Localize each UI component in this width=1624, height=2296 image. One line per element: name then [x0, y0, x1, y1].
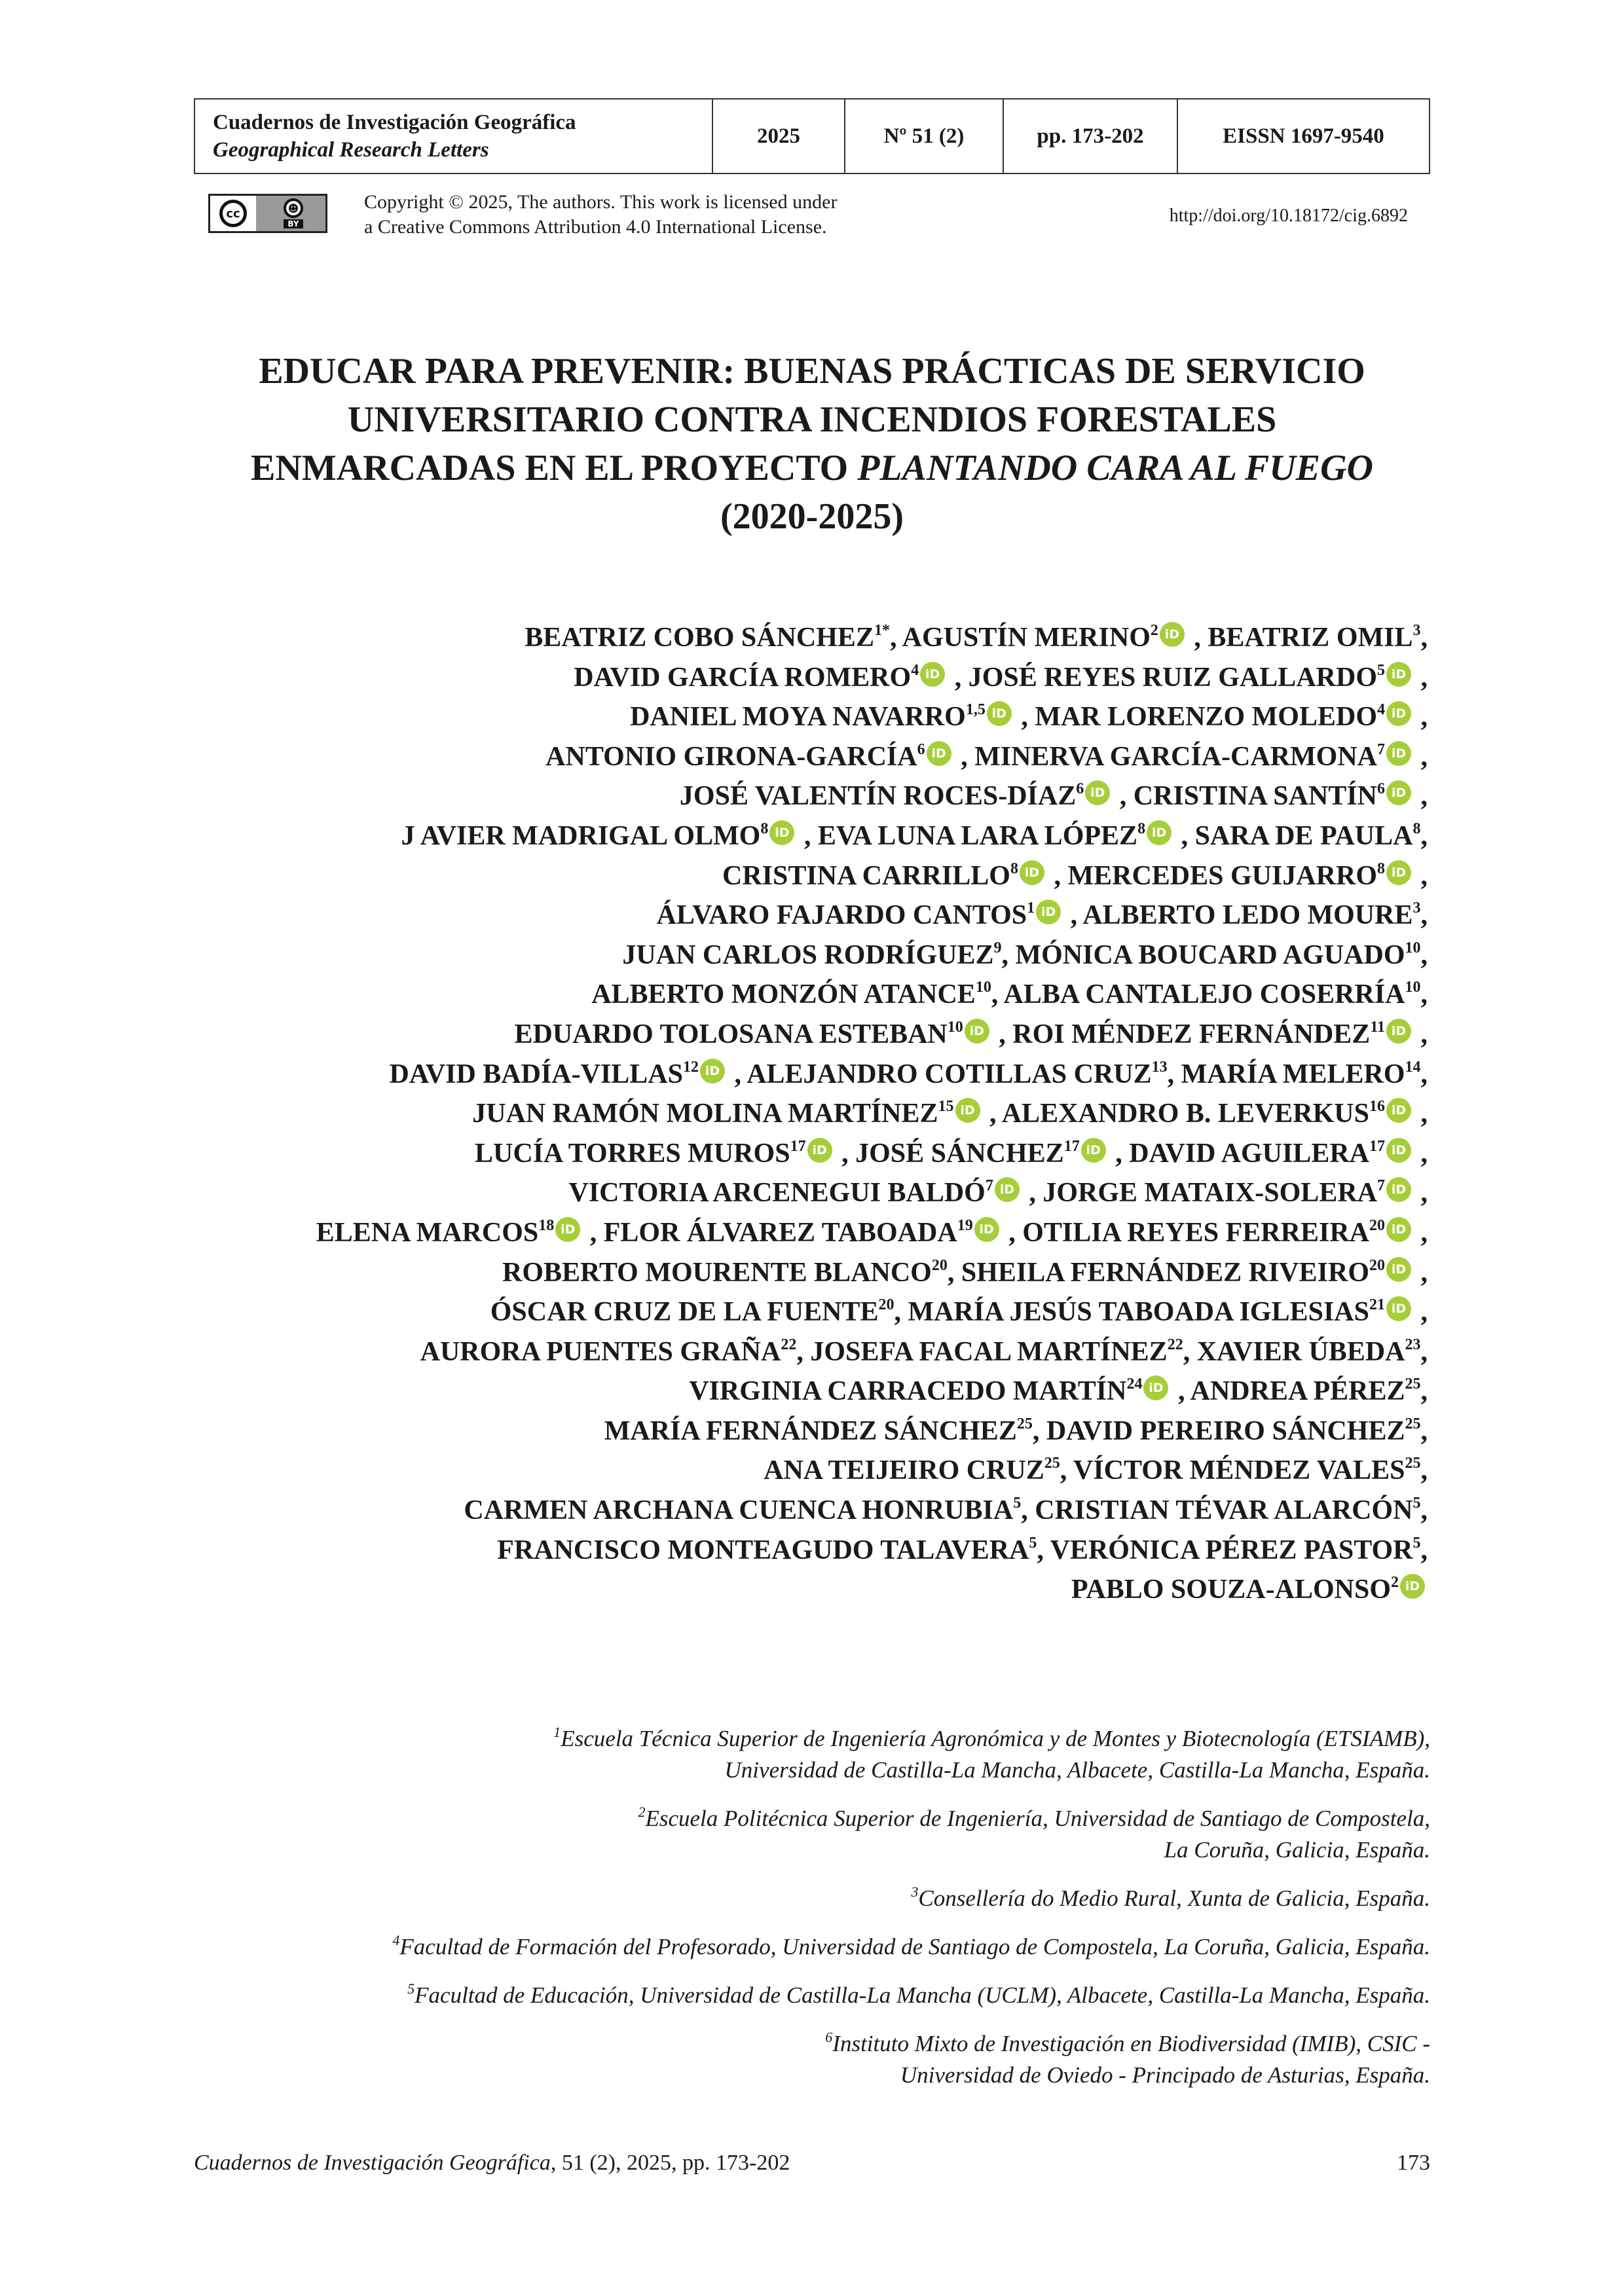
- author-name: VICTORIA ARCENEGUI BALDÓ: [568, 1178, 986, 1209]
- title-line: [131, 444, 1493, 492]
- affiliation-marker: 24: [1126, 1376, 1143, 1393]
- affiliation-marker: 7: [1377, 740, 1385, 758]
- author-name: , MARÍA MELERO: [1167, 1059, 1405, 1089]
- title-text: ENMARCADAS EN EL PROYECTO: [251, 448, 858, 488]
- author-name: , VERÓNICA PÉREZ PASTOR: [1037, 1535, 1413, 1565]
- affiliation-marker: 19: [957, 1216, 973, 1234]
- affiliation-marker: 8: [1412, 820, 1421, 837]
- affiliation-marker: 6: [1076, 780, 1084, 798]
- affiliation-text: La Coruña, Galicia, España.: [1164, 1837, 1430, 1863]
- orcid-icon[interactable]: iD: [965, 1019, 989, 1044]
- author-name: , SHEILA FERNÁNDEZ RIVEIRO: [947, 1257, 1369, 1288]
- affiliation-marker: 2: [1150, 622, 1158, 639]
- author-name: PABLO SOUZA-ALONSO: [1071, 1575, 1391, 1605]
- affiliation-marker: 25: [1405, 1455, 1421, 1472]
- author-name: FRANCISCO MONTEAGUDO TALAVERA: [497, 1535, 1029, 1565]
- author-name: , AGUSTÍN MERINO: [889, 623, 1151, 653]
- license-text: [364, 190, 837, 240]
- author-line: [118, 896, 1428, 936]
- author-name: , MAR LORENZO MOLEDO: [1014, 702, 1377, 733]
- author-name: DAVID GARCÍA ROMERO: [574, 662, 912, 693]
- cc-by-icon: [208, 194, 327, 233]
- affiliation-marker: 4: [1377, 701, 1385, 719]
- author-name: , DAVID AGUILERA: [1108, 1138, 1369, 1169]
- author-line: [118, 1451, 1428, 1491]
- affiliation-marker: 5: [1377, 661, 1385, 679]
- author-name: , ALBA CANTALEJO COSERRÍA: [991, 979, 1405, 1010]
- author-name: , ROI MÉNDEZ FERNÁNDEZ: [991, 1019, 1371, 1049]
- affiliation-marker: 1,5: [965, 701, 986, 719]
- author-name: ,: [1414, 741, 1428, 772]
- author-line: [118, 658, 1428, 698]
- author-line: [118, 737, 1428, 777]
- affiliation-marker: 1: [1027, 900, 1035, 917]
- author-name: ,: [1414, 1099, 1428, 1129]
- affiliation-text: Universidad de Castilla-La Mancha, Albacete, Castilla-La Mancha, España.: [724, 1757, 1430, 1783]
- author-name: , JOSÉ SÁNCHEZ: [834, 1138, 1064, 1169]
- orcid-icon[interactable]: iD: [700, 1059, 725, 1084]
- author-line: [118, 1055, 1428, 1095]
- affiliation-marker: 5: [1013, 1495, 1022, 1512]
- orcid-icon[interactable]: iD: [1020, 860, 1044, 885]
- year-cell: 2025: [712, 99, 845, 173]
- author-name: , BEATRIZ OMIL: [1187, 623, 1413, 653]
- author-name: CRISTINA CARRILLO: [722, 860, 1010, 891]
- author-name: , JOSEFA FACAL MARTÍNEZ: [796, 1336, 1168, 1367]
- orcid-icon[interactable]: iD: [995, 1177, 1020, 1202]
- affiliation-marker: 10: [975, 979, 991, 996]
- orcid-icon[interactable]: iD: [1386, 1257, 1411, 1282]
- author-name: , ANDREA PÉREZ: [1171, 1376, 1405, 1407]
- author-name: ,: [1414, 1138, 1428, 1169]
- affiliation-marker: 8: [760, 820, 769, 837]
- orcid-icon[interactable]: iD: [769, 820, 794, 845]
- affiliation-marker: 20: [1369, 1216, 1385, 1234]
- author-name: ,: [1414, 1178, 1428, 1209]
- orcid-icon[interactable]: iD: [920, 662, 945, 687]
- affiliation-marker: 14: [1405, 1058, 1421, 1076]
- affiliation-marker: 18: [538, 1216, 555, 1234]
- author-name: , FLOR ÁLVAREZ TABOADA: [583, 1217, 957, 1248]
- author-name: JUAN CARLOS RODRÍGUEZ: [622, 939, 994, 970]
- affiliation-marker: 21: [1369, 1296, 1385, 1314]
- author-line: [118, 1570, 1428, 1610]
- orcid-icon[interactable]: iD: [1386, 701, 1411, 726]
- author-name: DANIEL MOYA NAVARRO: [630, 702, 966, 733]
- affiliation-marker: 8: [1010, 860, 1018, 877]
- affiliation-number: 6: [825, 2029, 833, 2045]
- author-name: ,: [1414, 1019, 1428, 1049]
- author-name: , MINERVA GARCÍA-CARMONA: [953, 741, 1377, 772]
- author-name: ANA TEIJEIRO CRUZ: [764, 1455, 1044, 1486]
- attribution-person-icon: ☻: [284, 198, 303, 218]
- author-name: DAVID BADÍA-VILLAS: [389, 1059, 684, 1089]
- author-name: , MERCEDES GUIJARRO: [1046, 860, 1377, 891]
- orcid-icon[interactable]: iD: [1386, 1296, 1411, 1321]
- affiliation-number: 1: [553, 1724, 561, 1740]
- affiliation-number: 3: [911, 1884, 919, 1900]
- affiliation-marker: 10: [947, 1018, 963, 1036]
- author-name: , JORGE MATAIX-SOLERA: [1022, 1178, 1377, 1209]
- orcid-icon[interactable]: iD: [955, 1098, 980, 1123]
- author-line: [118, 1491, 1428, 1531]
- author-line: [118, 975, 1428, 1015]
- affiliation-list: [120, 1723, 1430, 2108]
- author-name: MARÍA FERNÁNDEZ SÁNCHEZ: [604, 1415, 1017, 1446]
- author-name: ,: [1420, 1059, 1428, 1089]
- author-name: ,: [1420, 1535, 1428, 1565]
- author-name: ,: [1414, 1217, 1428, 1248]
- affiliation-marker: 25: [1016, 1415, 1033, 1432]
- author-name: ,: [1420, 979, 1428, 1010]
- title-line: UNIVERSITARIO CONTRA INCENDIOS FORESTALES: [347, 399, 1277, 440]
- author-name: J AVIER MADRIGAL OLMO: [401, 820, 761, 851]
- author-name: ,: [1420, 1415, 1428, 1446]
- affiliation: [120, 2028, 1430, 2091]
- affiliation-marker: 11: [1370, 1018, 1385, 1036]
- orcid-icon[interactable]: iD: [1386, 860, 1411, 885]
- affiliation-marker: 22: [781, 1336, 797, 1353]
- orcid-icon[interactable]: iD: [1085, 780, 1110, 805]
- author-name: ,: [1420, 820, 1428, 851]
- affiliation-marker: 17: [1063, 1137, 1080, 1155]
- affiliation-marker: 8: [1137, 820, 1146, 837]
- affiliation-marker: 7: [1377, 1177, 1385, 1195]
- affiliation: [120, 1883, 1430, 1914]
- affiliation-text: Consellería do Medio Rural, Xunta de Galicia, España.: [918, 1886, 1430, 1911]
- orcid-icon[interactable]: iD: [1147, 820, 1172, 845]
- orcid-icon[interactable]: iD: [1386, 1177, 1411, 1202]
- orcid-icon[interactable]: iD: [1386, 1019, 1411, 1044]
- author-name: ,: [1414, 781, 1428, 812]
- author-name: , JOSÉ REYES RUIZ GALLARDO: [948, 662, 1377, 693]
- affiliation-marker: 20: [931, 1256, 948, 1274]
- orcid-icon[interactable]: iD: [1386, 1138, 1411, 1163]
- author-name: ALBERTO MONZÓN ATANCE: [591, 979, 976, 1010]
- affiliation-marker: 17: [1369, 1137, 1385, 1155]
- affiliation-marker: 12: [683, 1058, 699, 1076]
- affiliation-marker: 3: [1412, 900, 1421, 917]
- author-name: ,: [1414, 860, 1428, 891]
- orcid-icon[interactable]: iD: [1386, 662, 1411, 687]
- author-name: ,: [1420, 939, 1428, 970]
- affiliation-marker: 25: [1405, 1415, 1421, 1432]
- author-name: ,: [1420, 900, 1428, 931]
- affiliation-number: 5: [407, 1980, 415, 1997]
- author-name: JUAN RAMÓN MOLINA MARTÍNEZ: [472, 1099, 938, 1129]
- affiliation-marker: 16: [1369, 1098, 1385, 1116]
- author-line: [118, 1094, 1428, 1134]
- license-line-2[interactable]: a Creative Commons Attribution 4.0 International License.: [364, 216, 827, 238]
- affiliation: [120, 1723, 1430, 1786]
- author-name: VIRGINIA CARRACEDO MARTÍN: [689, 1376, 1127, 1407]
- journal-name-cell: [194, 99, 712, 173]
- page-footer-citation: [194, 2151, 790, 2176]
- author-name: , XAVIER ÚBEDA: [1183, 1336, 1405, 1367]
- journal-name-en: Geographical Research Letters: [213, 138, 489, 162]
- orcid-icon[interactable]: iD: [1143, 1376, 1168, 1400]
- author-name: ANTONIO GIRONA-GARCÍA: [545, 741, 917, 772]
- author-name: , VÍCTOR MÉNDEZ VALES: [1060, 1455, 1405, 1486]
- affiliation-marker: 15: [938, 1098, 954, 1116]
- author-name: AURORA PUENTES GRAÑA: [420, 1336, 781, 1367]
- author-line: [118, 856, 1428, 896]
- affiliation-text: Escuela Politécnica Superior de Ingeniería, Universidad de Santiago de Compostela,: [645, 1806, 1430, 1831]
- author-name: , SARA DE PAULA: [1174, 820, 1413, 851]
- author-name: ÁLVARO FAJARDO CANTOS: [656, 900, 1027, 931]
- author-name: ,: [1420, 1376, 1428, 1407]
- affiliation-marker: 25: [1044, 1455, 1060, 1472]
- orcid-icon[interactable]: iD: [1386, 741, 1411, 766]
- affiliation-marker: 8: [1377, 860, 1385, 877]
- affiliation: [120, 1803, 1430, 1866]
- author-name: , ALEJANDRO COTILLAS CRUZ: [728, 1059, 1152, 1089]
- author-name: JOSÉ VALENTÍN ROCES-DÍAZ: [679, 781, 1077, 812]
- orcid-icon[interactable]: iD: [555, 1217, 580, 1242]
- author-line: [118, 1213, 1428, 1253]
- author-name: , MÓNICA BOUCARD AGUADO: [1001, 939, 1405, 970]
- author-name: , CRISTIAN TÉVAR ALARCÓN: [1021, 1495, 1413, 1526]
- orcid-icon[interactable]: iD: [1386, 780, 1411, 805]
- affiliation-text: Facultad de Formación del Profesorado, Universidad de Santiago de Compostela, La Coruña, Galicia, España.: [399, 1934, 1430, 1959]
- affiliation-number: 2: [638, 1804, 646, 1820]
- author-name: ,: [1420, 1336, 1428, 1367]
- cc-circle-icon: cc: [219, 200, 247, 227]
- author-line: [118, 1134, 1428, 1174]
- author-line: [118, 1372, 1428, 1412]
- affiliation-marker: 4: [911, 661, 919, 679]
- orcid-icon[interactable]: iD: [1081, 1138, 1106, 1163]
- author-name: ,: [1414, 1297, 1428, 1328]
- title-project-name: PLANTANDO CARA AL FUEGO: [857, 448, 1373, 488]
- affiliation-marker: 10: [1405, 939, 1421, 957]
- author-name: EDUARDO TOLOSANA ESTEBAN: [514, 1019, 948, 1049]
- affiliation-marker: 17: [790, 1137, 806, 1155]
- footer-citation: , 51 (2), 2025, pp. 173-202: [550, 2151, 790, 2175]
- affiliation-marker: 13: [1151, 1058, 1168, 1076]
- author-name: ELENA MARCOS: [316, 1217, 539, 1248]
- affiliation: [120, 1931, 1430, 1963]
- affiliation-marker: 5: [1412, 1495, 1421, 1512]
- page-number: 173: [1397, 2151, 1430, 2175]
- affiliation-text: Universidad de Oviedo - Principado de Asturias, España.: [900, 2062, 1430, 2088]
- affiliation-marker: 7: [985, 1177, 993, 1195]
- affiliation-text: Escuela Técnica Superior de Ingeniería Agronómica y de Montes y Biotecnología (ETSIAMB),: [561, 1726, 1430, 1751]
- affiliation-marker: 5: [1412, 1534, 1421, 1552]
- author-line: [118, 618, 1428, 658]
- orcid-icon[interactable]: iD: [1400, 1574, 1425, 1599]
- orcid-icon[interactable]: iD: [927, 741, 951, 766]
- author-line: [118, 776, 1428, 816]
- author-name: , MARÍA JESÚS TABOADA IGLESIAS: [894, 1297, 1369, 1328]
- author-name: ROBERTO MOURENTE BLANCO: [502, 1257, 932, 1288]
- affiliation-marker: 1*: [874, 622, 890, 639]
- affiliation-number: 4: [392, 1932, 400, 1948]
- orcid-icon[interactable]: iD: [1036, 900, 1061, 924]
- author-name: ÓSCAR CRUZ DE LA FUENTE: [490, 1297, 879, 1328]
- author-line: [118, 1253, 1428, 1293]
- orcid-icon[interactable]: iD: [974, 1217, 999, 1242]
- author-line: [118, 1292, 1428, 1332]
- author-name: , CRISTINA SANTÍN: [1113, 781, 1377, 812]
- affiliation-marker: 3: [1412, 622, 1421, 639]
- author-line: [118, 1531, 1428, 1571]
- author-name: ,: [1420, 1495, 1428, 1526]
- affiliation-marker: 2: [1391, 1574, 1399, 1592]
- orcid-icon[interactable]: iD: [1386, 1217, 1411, 1242]
- author-name: ,: [1420, 623, 1428, 653]
- author-name: , EVA LUNA LARA LÓPEZ: [797, 820, 1138, 851]
- affiliation-marker: 6: [917, 740, 925, 758]
- author-line: [118, 1332, 1428, 1372]
- title-line: EDUCAR PARA PREVENIR: BUENAS PRÁCTICAS DE SERVICIO: [259, 351, 1365, 392]
- author-line: [118, 816, 1428, 856]
- affiliation: [120, 1980, 1430, 2011]
- article-title: [131, 347, 1493, 541]
- doi-link[interactable]: http://doi.org/10.18172/cig.6892: [1169, 206, 1408, 226]
- orcid-icon[interactable]: iD: [807, 1138, 832, 1163]
- affiliation-text: Instituto Mixto de Investigación en Biodiversidad (IMIB), CSIC -: [832, 2031, 1430, 2056]
- author-line: [118, 1173, 1428, 1213]
- affiliation-marker: 10: [1405, 979, 1421, 996]
- author-name: LUCÍA TORRES MUROS: [475, 1138, 790, 1169]
- affiliation-marker: 5: [1029, 1534, 1037, 1552]
- affiliation-marker: 23: [1405, 1336, 1421, 1353]
- affiliation-text: Facultad de Educación, Universidad de Castilla-La Mancha (UCLM), Albacete, Castilla-La Mancha, España.: [415, 1982, 1430, 2008]
- author-line: [118, 697, 1428, 737]
- affiliation-marker: 20: [1369, 1256, 1385, 1274]
- affiliation-marker: 6: [1377, 780, 1385, 798]
- author-name: , DAVID PEREIRO SÁNCHEZ: [1032, 1415, 1405, 1446]
- issue-cell: Nº 51 (2): [845, 99, 1003, 173]
- affiliation-marker: 25: [1405, 1376, 1421, 1393]
- cc-by-label: BY: [284, 219, 303, 228]
- journal-header-table: [194, 98, 1430, 174]
- affiliation-marker: 9: [993, 939, 1002, 957]
- author-list: [118, 618, 1428, 1610]
- author-line: [118, 1015, 1428, 1055]
- orcid-icon[interactable]: iD: [987, 701, 1012, 726]
- author-name: , ALEXANDRO B. LEVERKUS: [982, 1099, 1369, 1129]
- author-name: , ALBERTO LEDO MOURE: [1063, 900, 1413, 931]
- author-name: ,: [1414, 1257, 1428, 1288]
- author-name: , OTILIA REYES FERREIRA: [1001, 1217, 1369, 1248]
- author-name: ,: [1414, 702, 1428, 733]
- orcid-icon[interactable]: iD: [1386, 1098, 1411, 1123]
- author-name: ,: [1420, 1455, 1428, 1486]
- author-line: [118, 936, 1428, 975]
- author-name: CARMEN ARCHANA CUENCA HONRUBIA: [464, 1495, 1014, 1526]
- cc-license-badge[interactable]: [208, 194, 327, 233]
- eissn-cell: EISSN 1697-9540: [1177, 99, 1430, 173]
- pages-cell: pp. 173-202: [1003, 99, 1177, 173]
- orcid-icon[interactable]: iD: [1160, 622, 1185, 647]
- license-line-1: Copyright © 2025, The authors. This work is licensed under: [364, 191, 838, 213]
- affiliation-marker: 22: [1167, 1336, 1183, 1353]
- journal-name-es: Cuadernos de Investigación Geográfica: [213, 111, 576, 134]
- author-line: [118, 1412, 1428, 1451]
- title-line: (2020-2025): [720, 496, 904, 537]
- author-name: ,: [1414, 662, 1428, 693]
- affiliation-marker: 20: [878, 1296, 895, 1314]
- footer-journal: Cuadernos de Investigación Geográfica: [194, 2151, 551, 2175]
- author-name: BEATRIZ COBO SÁNCHEZ: [525, 623, 874, 653]
